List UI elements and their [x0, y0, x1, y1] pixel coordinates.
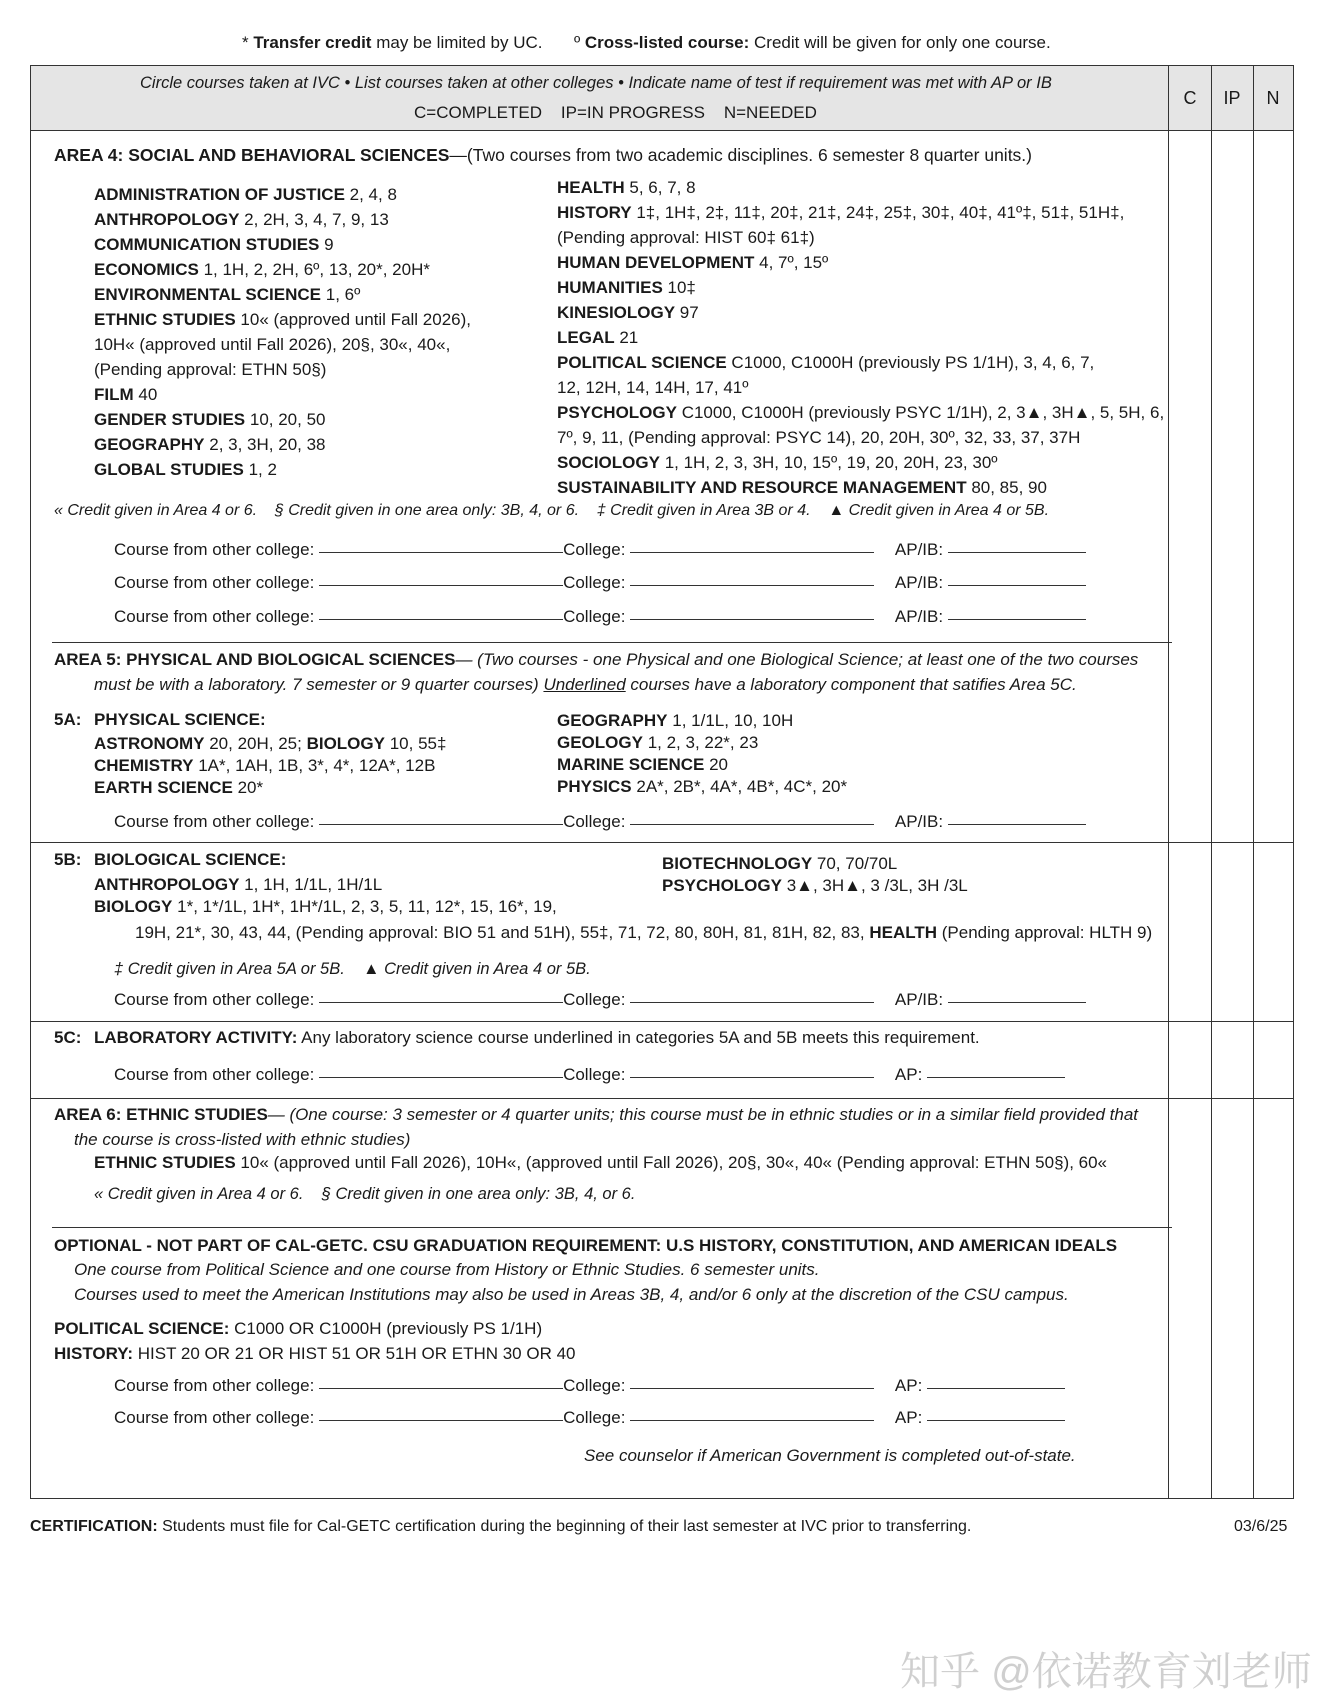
list-item: PHYSICS 2A*, 2B*, 4A*, 4B*, 4C*, 20* — [557, 777, 848, 796]
list-item: GEOGRAPHY 2, 3, 3H, 20, 38 — [94, 435, 326, 454]
area4-heading — [54, 145, 1032, 166]
apib-field[interactable] — [948, 1001, 1086, 1003]
list-item: ECONOMICS 1, 1H, 2, 2H, 6º, 13, 20*, 20H* — [94, 260, 430, 279]
list-item: GEOLOGY 1, 2, 3, 22*, 23 — [557, 733, 759, 752]
section-divider — [30, 1021, 1294, 1022]
list-item: (Pending approval: HIST 60‡ 61‡) — [557, 228, 815, 247]
list-item: CHEMISTRY 1A*, 1AH, 1B, 3*, 4*, 12A*, 12B — [94, 756, 436, 775]
list-item: HEALTH 5, 6, 7, 8 — [557, 178, 696, 197]
watermark: 知乎 @依诺教育刘老师 — [900, 1650, 1312, 1694]
apib-field[interactable] — [948, 584, 1086, 586]
col-divider-ip — [1211, 65, 1212, 1499]
course-field[interactable] — [319, 1419, 563, 1421]
area4-title: AREA 4: SOCIAL AND BEHAVIORAL SCIENCES — [54, 145, 450, 165]
course-field[interactable] — [319, 1387, 563, 1389]
area6-heading — [54, 1105, 1138, 1125]
area5b-footnote: ‡ Credit given in Area 5A or 5B. ▲ Credit given in Area 4 or 5B. — [114, 960, 591, 978]
area5b-title: BIOLOGICAL SCIENCE: — [94, 850, 287, 869]
list-item: COMMUNICATION STUDIES 9 — [94, 235, 334, 254]
list-item: GENDER STUDIES 10, 20, 50 — [94, 410, 326, 429]
area4-footnote: « Credit given in Area 4 or 6. § Credit given in one area only: 3B, 4, or 6. ‡ Credit given in Area 3B or 4. ▲ Credit given in Area 4 or 5B. — [54, 502, 1050, 519]
list-item: 12, 12H, 14, 14H, 17, 41º — [557, 378, 749, 397]
list-item: 7º, 9, 11, (Pending approval: PSYC 14), 20, 20H, 30º, 32, 33, 37, 37H — [557, 428, 1081, 447]
apib-field[interactable] — [948, 618, 1086, 620]
list-item: ENVIRONMENTAL SCIENCE 1, 6º — [94, 285, 361, 304]
list-item: PSYCHOLOGY C1000, C1000H (previously PSYC 1/1H), 2, 3▲, 3H▲, 5, 5H, 6, — [557, 403, 1165, 422]
column-header-ip: IP — [1223, 88, 1241, 108]
cross-listed-text: Credit will be given for only one course. — [754, 33, 1051, 52]
cross-listed-label: Cross-listed course: — [584, 33, 750, 52]
list-item: SUSTAINABILITY AND RESOURCE MANAGEMENT 80, 85, 90 — [557, 478, 1047, 497]
list-item: HUMAN DEVELOPMENT 4, 7º, 15º — [557, 253, 829, 272]
list-item: HUMANITIES 10‡ — [557, 278, 696, 297]
area4-left-list — [94, 184, 471, 481]
area5a-entry-row: Course from other college: College: AP/IB: — [114, 812, 1086, 832]
list-item: GEOGRAPHY 1, 1/1L, 10, 10H — [557, 711, 794, 730]
transfer-credit-label: Transfer credit — [253, 33, 372, 52]
list-item: POLITICAL SCIENCE C1000, C1000H (previously PS 1/1H), 3, 4, 6, 7, — [557, 353, 1095, 372]
list-item: PSYCHOLOGY 3▲, 3H▲, 3 /3L, 3H /3L — [662, 876, 968, 895]
column-header-c: C — [1183, 88, 1197, 108]
area4-entry-row-1: Course from other college: College: AP/IB: — [114, 540, 1086, 560]
area5a-code: 5A: — [54, 710, 82, 729]
section-divider — [30, 1098, 1294, 1099]
list-item: ETHNIC STUDIES 10« (approved until Fall 2026), — [94, 310, 471, 329]
optional-title: OPTIONAL - NOT PART OF CAL-GETC. CSU GRADUATION REQUIREMENT: U.S HISTORY, CONSTITUTION, AND AMERICAN IDEALS — [54, 1236, 1118, 1255]
area5c-line: LABORATORY ACTIVITY: Any laboratory science course underlined in categories 5A and 5B meets this requirement. — [94, 1028, 980, 1047]
course-field[interactable] — [319, 618, 563, 620]
area4-right-list — [557, 177, 1164, 499]
apib-field[interactable] — [948, 551, 1086, 553]
area6-course-line: ETHNIC STUDIES 10« (approved until Fall 2026), 10H«, (approved until Fall 2026), 20§, 30«, 40« (Pending approval: ETHN 50§), 60« — [94, 1153, 1108, 1172]
ap-field[interactable] — [927, 1076, 1065, 1078]
course-field[interactable] — [319, 1001, 563, 1003]
optional-entry-row-2: Course from other college: College: AP: — [114, 1408, 1065, 1428]
list-item: BIOTECHNOLOGY 70, 70/70L — [662, 854, 898, 873]
college-field[interactable] — [630, 551, 874, 553]
optional-entry-row-1: Course from other college: College: AP: — [114, 1376, 1065, 1396]
list-item: 10H« (approved until Fall 2026), 20§, 30«, 40«, — [94, 335, 451, 354]
course-field[interactable] — [319, 584, 563, 586]
area5c-entry-row: Course from other college: College: AP: — [114, 1065, 1065, 1085]
area5-subtitle-2: must be with a laboratory. 7 semester or 9 quarter courses) Underlined courses have a laboratory component that satifies Area 5C. — [94, 675, 1077, 694]
list-item: ADMINISTRATION OF JUSTICE 2, 4, 8 — [94, 185, 397, 204]
legend-line — [242, 33, 1051, 53]
list-item: SOCIOLOGY 1, 1H, 2, 3, 3H, 10, 15º, 19, 20, 20H, 23, 30º — [557, 453, 998, 472]
status-codes: C=COMPLETED IP=IN PROGRESS N=NEEDED — [414, 103, 817, 122]
transfer-credit-text: may be limited by UC. — [376, 33, 543, 52]
area6-subtitle-2: the course is cross-listed with ethnic studies) — [74, 1130, 411, 1149]
area6-title: AREA 6: ETHNIC STUDIES — [54, 1105, 268, 1124]
college-field[interactable] — [630, 1387, 874, 1389]
area5-heading — [54, 650, 1138, 670]
college-field[interactable] — [630, 618, 874, 620]
area5b-entry-row: Course from other college: College: AP/IB: — [114, 990, 1086, 1010]
area4-entry-row-2: Course from other college: College: AP/IB: — [114, 573, 1086, 593]
certification-label: CERTIFICATION: — [30, 1518, 158, 1535]
area6-subtitle: — (One course: 3 semester or 4 quarter units; this course must be in ethnic studies or in a similar field provided that — [267, 1105, 1139, 1124]
list-item: GLOBAL STUDIES 1, 2 — [94, 460, 277, 479]
optional-polisci: POLITICAL SCIENCE: C1000 OR C1000H (previously PS 1/1H) — [54, 1319, 543, 1338]
optional-line-2: Courses used to meet the American Institutions may also be used in Areas 3B, 4, and/or 6 only at the discretion of the CSU campus. — [74, 1285, 1069, 1304]
col-divider-c — [1168, 65, 1169, 1499]
section-divider — [52, 1227, 1172, 1228]
area5a-title: PHYSICAL SCIENCE: — [94, 710, 266, 729]
legend-mark-1: * — [242, 33, 249, 52]
course-field[interactable] — [319, 551, 563, 553]
optional-history: HISTORY: HIST 20 OR 21 OR HIST 51 OR 51H OR ETHN 30 OR 40 — [54, 1344, 576, 1363]
ap-field[interactable] — [927, 1419, 1065, 1421]
area5-title: AREA 5: PHYSICAL AND BIOLOGICAL SCIENCES — [54, 650, 456, 669]
section-divider — [52, 642, 1172, 643]
area6-footnote: « Credit given in Area 4 or 6. § Credit given in one area only: 3B, 4, or 6. — [94, 1185, 636, 1203]
list-item: ANTHROPOLOGY 2, 2H, 3, 4, 7, 9, 13 — [94, 210, 389, 229]
list-item: (Pending approval: ETHN 50§) — [94, 360, 327, 379]
area5b-biology-cont: 19H, 21*, 30, 43, 44, (Pending approval: BIO 51 and 51H), 55‡, 71, 72, 80, 80H, 81, 81H, 82, 83, HEALTH (Pending approval: HLTH 9) — [135, 923, 1153, 942]
section-divider — [30, 842, 1294, 843]
area5a-right-list — [557, 710, 847, 798]
area5b-right-list — [662, 853, 968, 897]
list-item: EARTH SCIENCE 20* — [94, 778, 264, 797]
list-item: HISTORY 1‡, 1H‡, 2‡, 11‡, 20‡, 21‡, 24‡, 25‡, 30‡, 40‡, 41º‡, 51‡, 51H‡, — [557, 203, 1125, 222]
col-divider-n — [1253, 65, 1254, 1499]
area5c-title: LABORATORY ACTIVITY: — [94, 1028, 298, 1047]
column-header-n: N — [1266, 88, 1280, 108]
college-field[interactable] — [630, 1076, 874, 1078]
revision-date: 03/6/25 — [1234, 1518, 1288, 1535]
college-field[interactable] — [630, 1001, 874, 1003]
list-item: ASTRONOMY 20, 20H, 25; BIOLOGY 10, 55‡ — [94, 734, 447, 753]
optional-line-1: One course from Political Science and one course from History or Ethnic Studies. 6 semester units. — [74, 1260, 820, 1279]
college-field[interactable] — [630, 823, 874, 825]
area5b-left-list — [94, 874, 557, 918]
list-item: KINESIOLOGY 97 — [557, 303, 699, 322]
area4-subtitle: —(Two courses from two academic disciplines. 6 semester 8 quarter units.) — [449, 145, 1032, 165]
list-item: FILM 40 — [94, 385, 158, 404]
apib-field[interactable] — [948, 823, 1086, 825]
ap-field[interactable] — [927, 1387, 1065, 1389]
certification-line: CERTIFICATION: Students must file for Cal-GETC certification during the beginning of their last semester at IVC prior to transferring. — [30, 1518, 972, 1535]
college-field[interactable] — [630, 584, 874, 586]
list-item: MARINE SCIENCE 20 — [557, 755, 728, 774]
table-instructions: Circle courses taken at IVC • List courses taken at other colleges • Indicate name of test if requirement was met with AP or IB — [140, 74, 1052, 92]
list-item: LEGAL 21 — [557, 328, 639, 347]
college-field[interactable] — [630, 1419, 874, 1421]
course-field[interactable] — [319, 823, 563, 825]
area5c-code: 5C: — [54, 1028, 82, 1047]
list-item: BIOLOGY 1*, 1*/1L, 1H*, 1H*/1L, 2, 3, 5, 11, 12*, 15, 16*, 19, — [94, 897, 557, 916]
counselor-note: See counselor if American Government is completed out-of-state. — [584, 1446, 1076, 1465]
area5b-code: 5B: — [54, 850, 82, 869]
list-item: ANTHROPOLOGY 1, 1H, 1/1L, 1H/1L — [94, 875, 383, 894]
area4-entry-row-3: Course from other college: College: AP/IB: — [114, 607, 1086, 627]
legend-mark-2: º — [573, 33, 581, 52]
area5-subtitle: — (Two courses - one Physical and one Biological Science; at least one of the two courses — [455, 650, 1139, 669]
course-field[interactable] — [319, 1076, 563, 1078]
area5a-left-list — [94, 733, 446, 799]
